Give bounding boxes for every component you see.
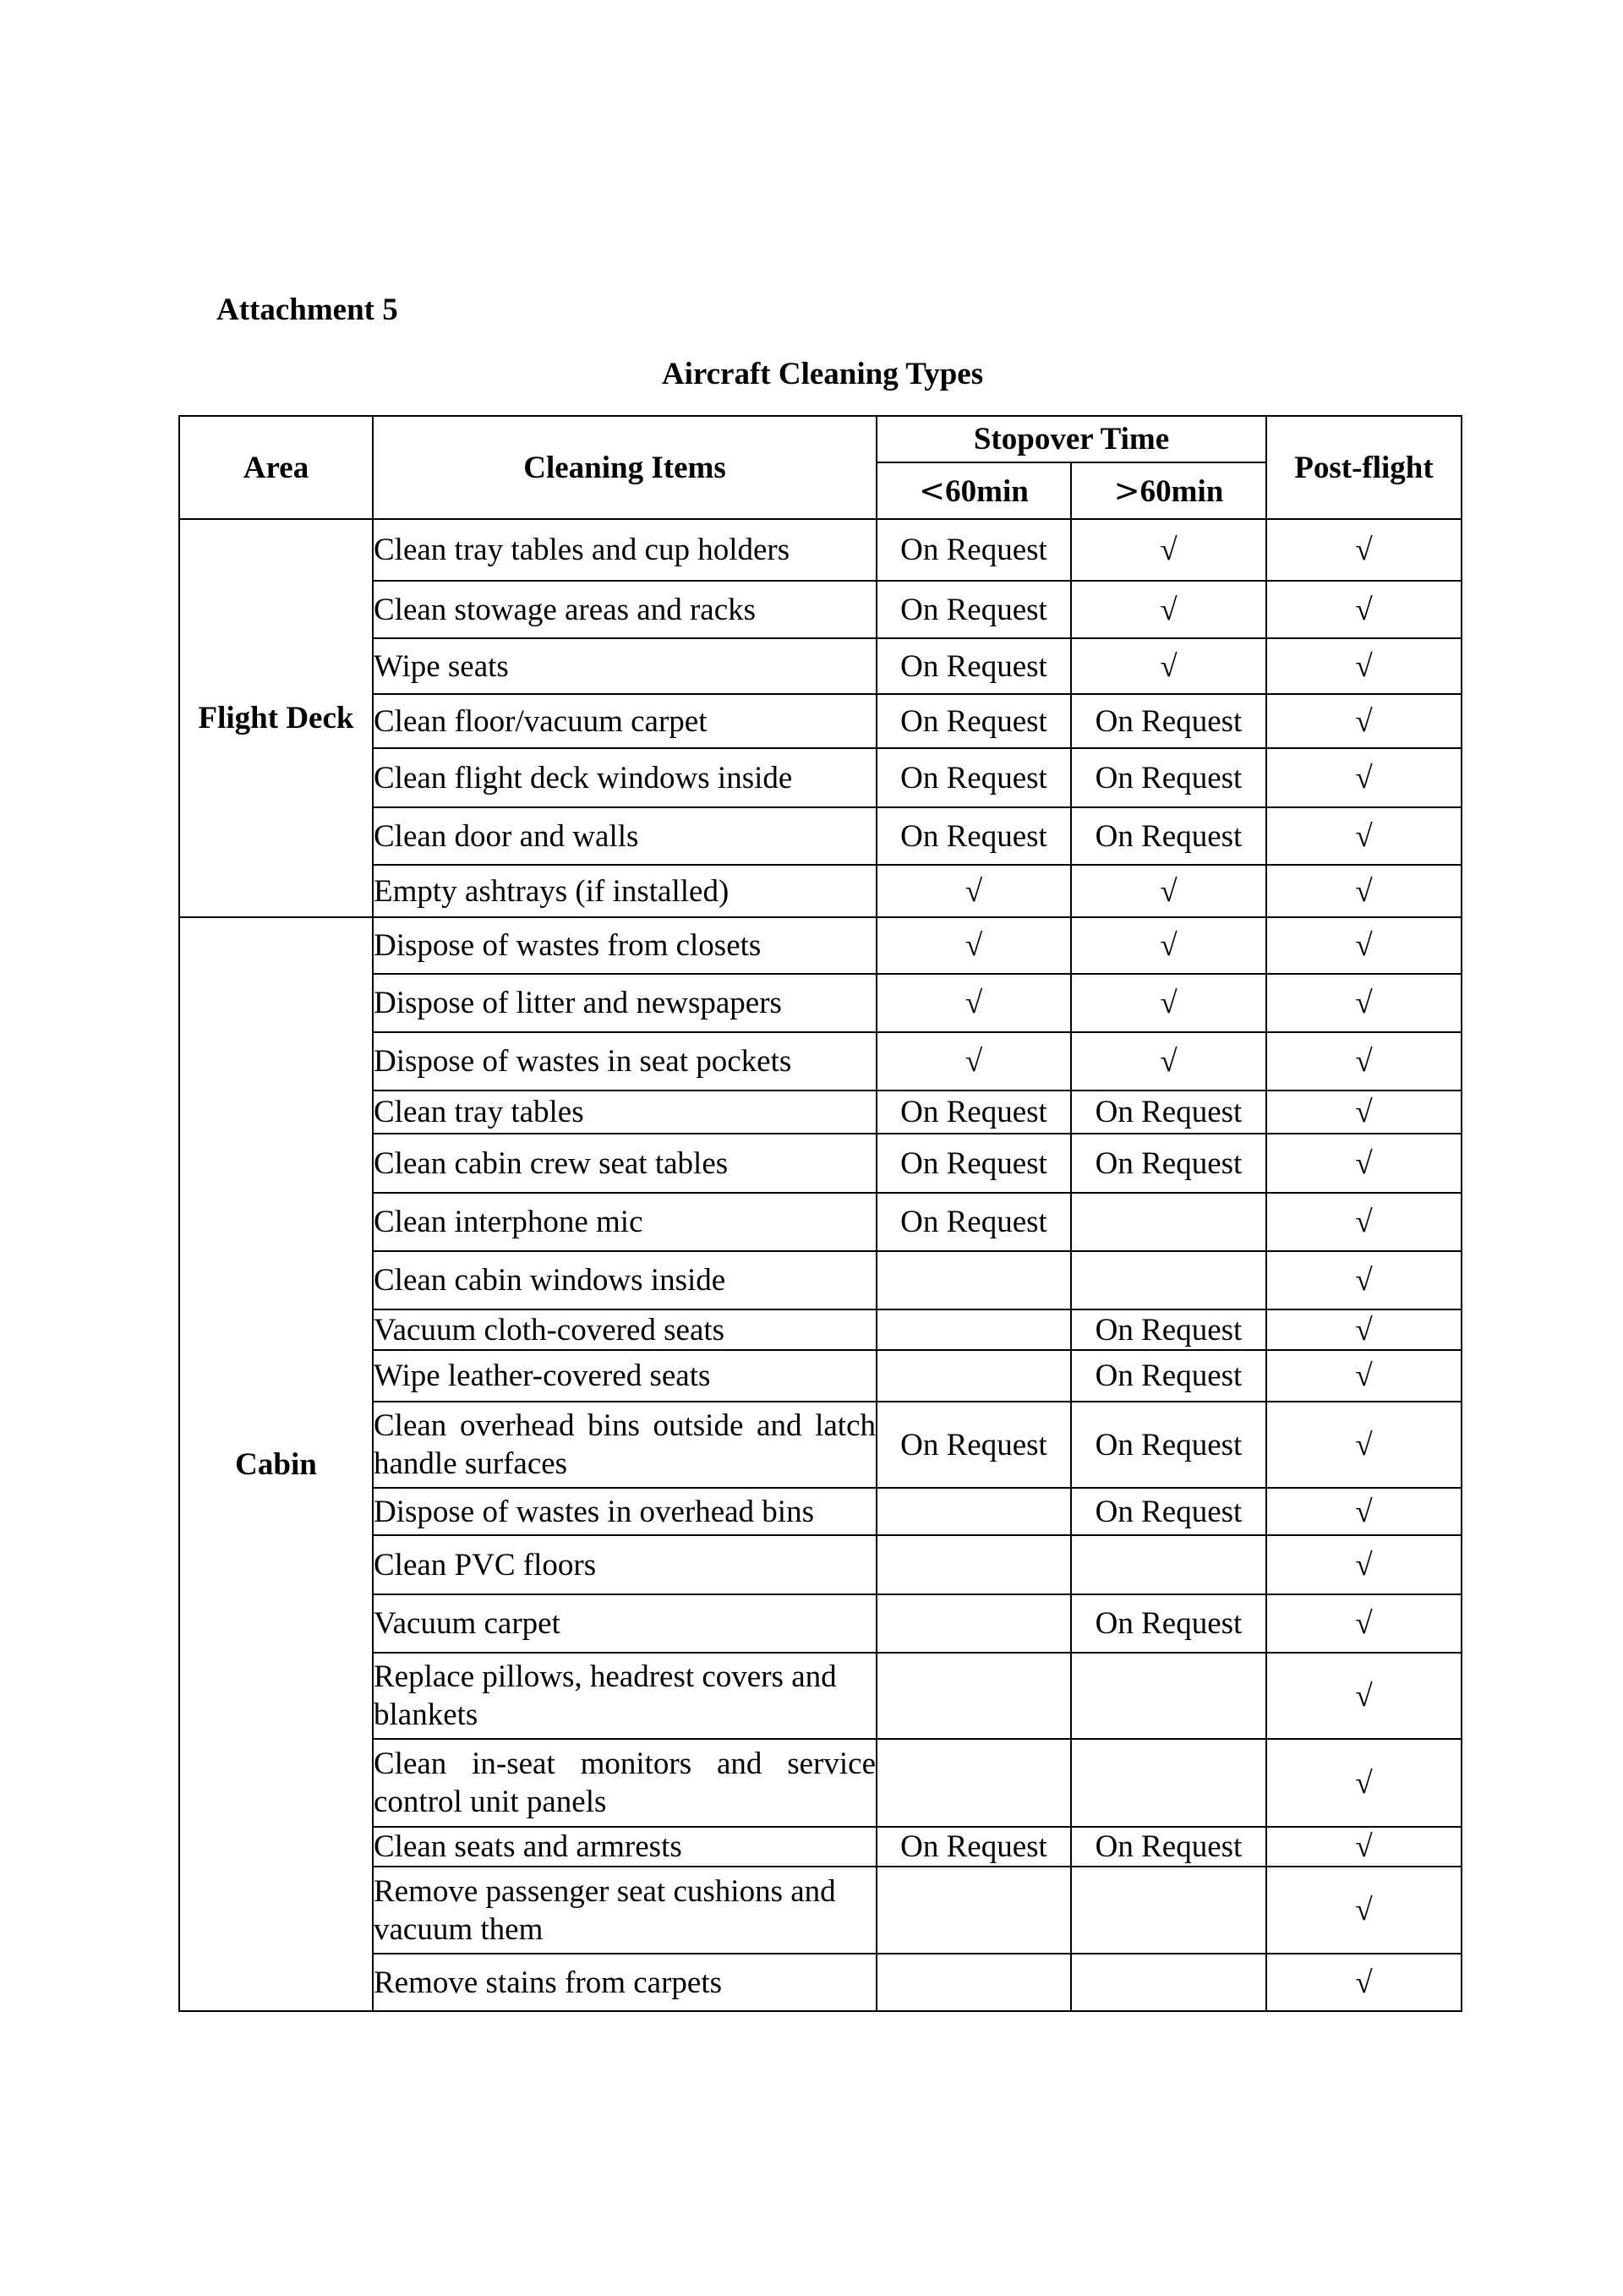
under-60min-cell: On Request	[877, 581, 1071, 638]
cleaning-item-cell: Clean stowage areas and racks	[373, 581, 877, 638]
cleaning-item-cell: Clean cabin windows inside	[373, 1251, 877, 1309]
cleaning-item-cell: Wipe leather-covered seats	[373, 1350, 877, 1402]
under-60min-cell: √	[877, 1032, 1071, 1091]
cleaning-item-cell: Replace pillows, headrest covers and blankets	[373, 1653, 877, 1739]
cleaning-item-cell: Dispose of wastes in overhead bins	[373, 1488, 877, 1535]
under-60min-cell	[877, 1488, 1071, 1535]
cleaning-item-cell: Clean door and walls	[373, 807, 877, 865]
attachment-label: Attachment 5	[216, 292, 398, 327]
cleaning-item-cell: Dispose of wastes in seat pockets	[373, 1032, 877, 1091]
over-60min-cell: √	[1071, 865, 1266, 917]
cleaning-item-cell: Empty ashtrays (if installed)	[373, 865, 877, 917]
cleaning-item-cell: Remove passenger seat cushions and vacuum them	[373, 1867, 877, 1954]
post-flight-cell: √	[1266, 1827, 1462, 1867]
post-flight-cell: √	[1266, 1309, 1462, 1350]
over-60min-cell	[1071, 1251, 1266, 1309]
cleaning-item-cell: Clean tray tables	[373, 1091, 877, 1134]
cleaning-item-cell: Clean cabin crew seat tables	[373, 1134, 877, 1193]
cleaning-item-cell: Remove stains from carpets	[373, 1954, 877, 2011]
cleaning-item-cell: Clean PVC floors	[373, 1535, 877, 1594]
cleaning-item-cell: Wipe seats	[373, 638, 877, 694]
document-title: Aircraft Cleaning Types	[661, 357, 984, 391]
over-60min-cell: √	[1071, 581, 1266, 638]
over-60min-cell: On Request	[1071, 748, 1266, 807]
post-flight-cell: √	[1266, 917, 1462, 974]
greater-than-symbol: >	[1113, 472, 1140, 509]
over-60min-cell	[1071, 1867, 1266, 1954]
post-flight-cell: √	[1266, 1594, 1462, 1653]
under-60min-cell	[877, 1535, 1071, 1594]
post-flight-cell: √	[1266, 1867, 1462, 1954]
over-60min-cell	[1071, 1193, 1266, 1251]
over-60min-cell: √	[1071, 638, 1266, 694]
table-row	[179, 917, 1462, 974]
post-flight-cell: √	[1266, 1653, 1462, 1739]
cleaning-item-cell: Clean in-seat monitors and service control unit panels	[373, 1739, 877, 1827]
post-flight-cell: √	[1266, 1402, 1462, 1488]
post-flight-cell: √	[1266, 1193, 1462, 1251]
post-flight-cell: √	[1266, 974, 1462, 1032]
post-flight-cell: √	[1266, 581, 1462, 638]
cleaning-item-cell: Dispose of litter and newspapers	[373, 974, 877, 1032]
area-cell: Flight Deck	[179, 519, 373, 917]
cleaning-item-cell: Clean overhead bins outside and latch handle surfaces	[373, 1402, 877, 1488]
post-flight-cell: √	[1266, 1032, 1462, 1091]
under-60min-cell	[877, 1739, 1071, 1827]
post-flight-cell: √	[1266, 1535, 1462, 1594]
cleaning-item-cell: Clean interphone mic	[373, 1193, 877, 1251]
post-flight-cell: √	[1266, 1954, 1462, 2011]
over-60min-cell: On Request	[1071, 694, 1266, 748]
under-60min-cell: On Request	[877, 1193, 1071, 1251]
under-60min-cell: On Request	[877, 1827, 1071, 1867]
over-60min-cell: √	[1071, 917, 1266, 974]
post-flight-cell: √	[1266, 1251, 1462, 1309]
under-60min-cell: On Request	[877, 1402, 1071, 1488]
over-60min-cell: On Request	[1071, 1827, 1266, 1867]
under-60min-cell: On Request	[877, 807, 1071, 865]
over-60min-cell: On Request	[1071, 1309, 1266, 1350]
under-60min-cell: √	[877, 974, 1071, 1032]
table-header	[179, 416, 1462, 519]
post-flight-cell: √	[1266, 1488, 1462, 1535]
cleaning-item-cell: Clean floor/vacuum carpet	[373, 694, 877, 748]
post-flight-cell: √	[1266, 638, 1462, 694]
post-flight-cell: √	[1266, 748, 1462, 807]
over-60min-cell: On Request	[1071, 807, 1266, 865]
over-60min-cell: √	[1071, 519, 1266, 581]
under-60min-cell: On Request	[877, 519, 1071, 581]
post-flight-cell: √	[1266, 1091, 1462, 1134]
cleaning-item-cell: Clean tray tables and cup holders	[373, 519, 877, 581]
under-60min-cell: On Request	[877, 748, 1071, 807]
over-60min-cell	[1071, 1739, 1266, 1827]
over-60min-cell: On Request	[1071, 1594, 1266, 1653]
cleaning-item-cell: Clean flight deck windows inside	[373, 748, 877, 807]
under-60min-cell	[877, 1954, 1071, 2011]
post-flight-cell: √	[1266, 1134, 1462, 1193]
over-60min-cell: On Request	[1071, 1134, 1266, 1193]
cleaning-item-cell: Vacuum carpet	[373, 1594, 877, 1653]
post-flight-cell: √	[1266, 694, 1462, 748]
cleaning-items-header: Cleaning Items	[373, 416, 877, 519]
table-body	[179, 519, 1462, 2011]
post-flight-cell: √	[1266, 1350, 1462, 1402]
over-60min-cell: On Request	[1071, 1488, 1266, 1535]
under-60min-cell: On Request	[877, 694, 1071, 748]
area-cell: Cabin	[179, 917, 373, 2011]
over-60min-cell: On Request	[1071, 1091, 1266, 1134]
post-flight-cell: √	[1266, 1739, 1462, 1827]
post-flight-cell: √	[1266, 519, 1462, 581]
cleaning-item-cell: Dispose of wastes from closets	[373, 917, 877, 974]
post-flight-cell: √	[1266, 807, 1462, 865]
under-60min-cell	[877, 1653, 1071, 1739]
over-60min-cell: On Request	[1071, 1402, 1266, 1488]
less-than-symbol: <	[919, 472, 946, 509]
over-60min-header	[1071, 462, 1266, 519]
under-60min-cell	[877, 1350, 1071, 1402]
over-60min-label: 60min	[1139, 473, 1224, 509]
area-header: Area	[179, 416, 373, 519]
cleaning-item-cell: Clean seats and armrests	[373, 1827, 877, 1867]
under-60min-cell: √	[877, 865, 1071, 917]
cleaning-types-table	[178, 415, 1462, 2012]
under-60min-cell	[877, 1309, 1071, 1350]
under-60min-cell: On Request	[877, 1091, 1071, 1134]
table-row	[179, 519, 1462, 581]
over-60min-cell: On Request	[1071, 1350, 1266, 1402]
under-60min-cell: On Request	[877, 1134, 1071, 1193]
cleaning-item-cell: Vacuum cloth-covered seats	[373, 1309, 877, 1350]
over-60min-cell	[1071, 1535, 1266, 1594]
under-60min-label: 60min	[945, 473, 1029, 509]
under-60min-cell	[877, 1251, 1071, 1309]
under-60min-cell: On Request	[877, 638, 1071, 694]
post-flight-header: Post-flight	[1266, 416, 1462, 519]
post-flight-cell: √	[1266, 865, 1462, 917]
under-60min-cell	[877, 1867, 1071, 1954]
stopover-time-header: Stopover Time	[877, 416, 1266, 462]
over-60min-cell	[1071, 1954, 1266, 2011]
over-60min-cell: √	[1071, 1032, 1266, 1091]
under-60min-cell: √	[877, 917, 1071, 974]
over-60min-cell	[1071, 1653, 1266, 1739]
under-60min-header	[877, 462, 1071, 519]
over-60min-cell: √	[1071, 974, 1266, 1032]
under-60min-cell	[877, 1594, 1071, 1653]
